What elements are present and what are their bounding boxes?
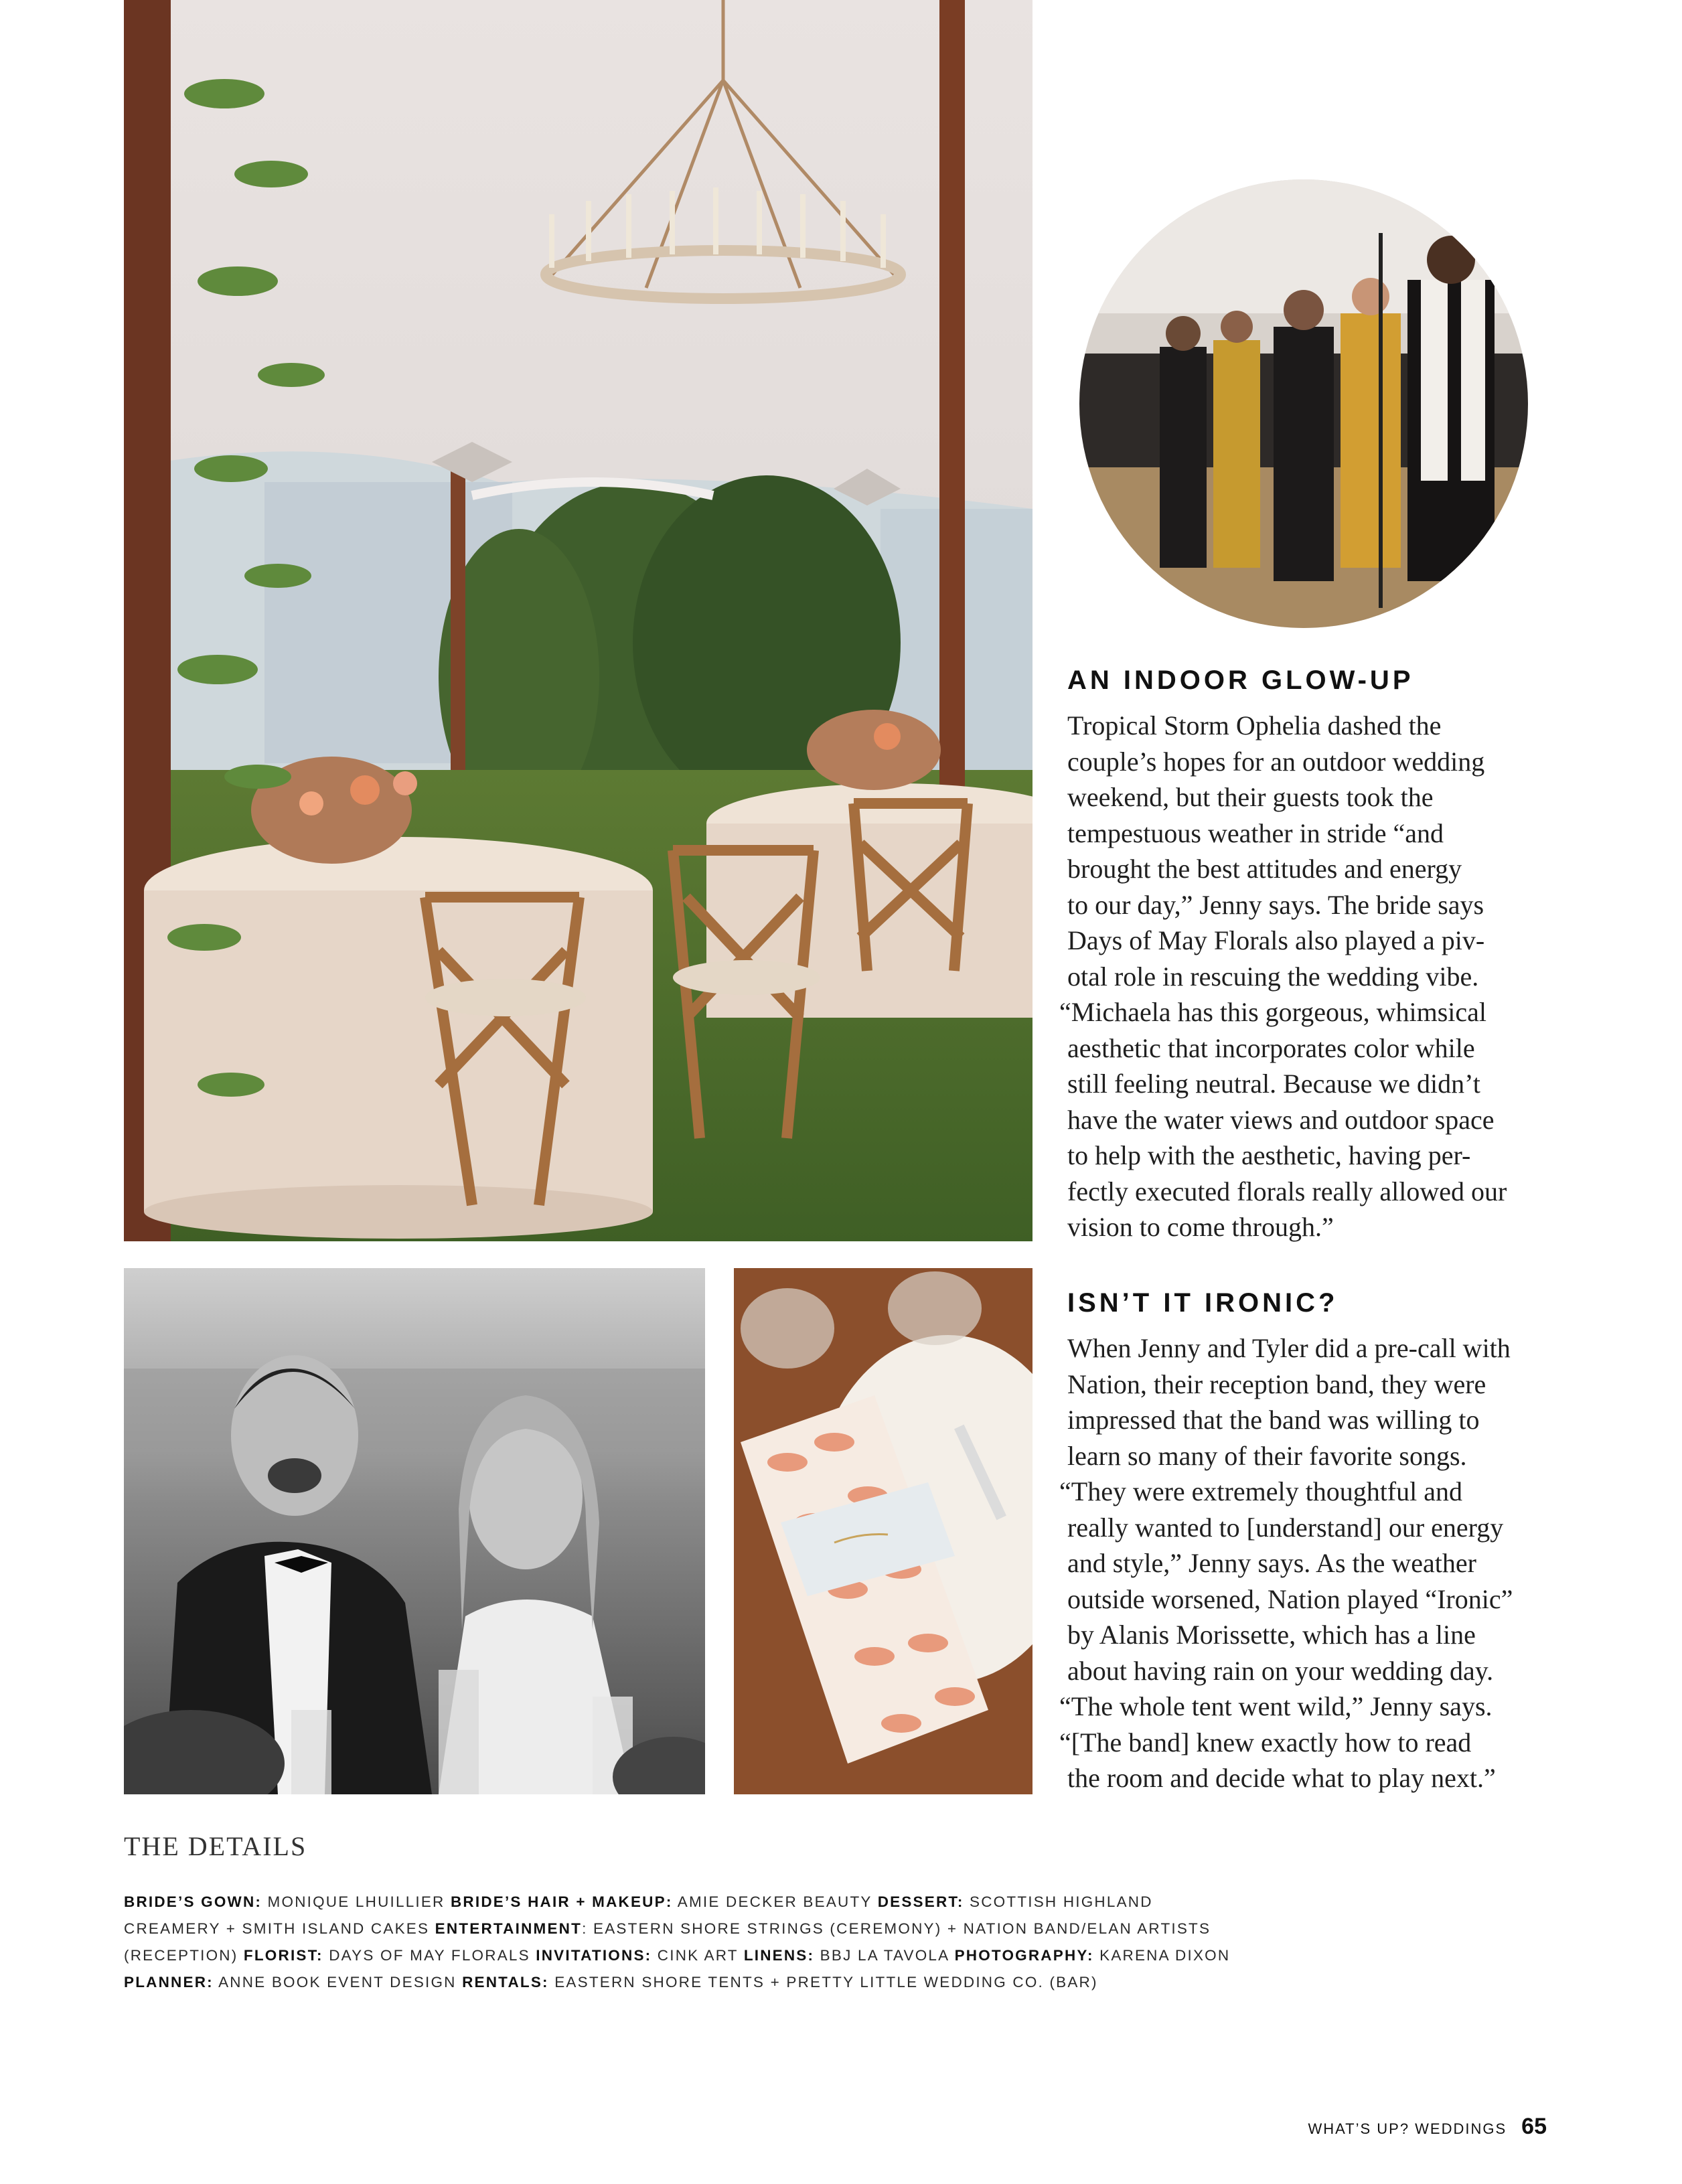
credit-label: RENTALS: (462, 1974, 549, 1991)
body-line: outside worsened, Nation played “Ironic” (1067, 1583, 1513, 1614)
body-line: Nation, their reception band, they were (1067, 1369, 1486, 1399)
credit-value: SCOTTISH HIGHLAND CREAMERY + SMITH ISLAND CAKES (124, 1893, 1153, 1937)
page-footer (1308, 2114, 1547, 2140)
body-line: “The whole tent went wild,” Jenny says. (1059, 1691, 1493, 1721)
body-line: to help with the aesthetic, having per- (1067, 1140, 1471, 1170)
section-body (1059, 1330, 1549, 1796)
body-line: have the water views and outdoor space (1067, 1104, 1495, 1135)
credit-value: CINK ART (652, 1947, 744, 1964)
body-line: Tropical Storm Ophelia dashed the (1067, 710, 1442, 740)
credit-value: MONIQUE LHUILLIER (262, 1893, 451, 1910)
credit-value: AMIE DECKER BEAUTY (672, 1893, 878, 1910)
body-line: Days of May Florals also played a piv- (1067, 925, 1485, 955)
body-line: brought the best attitudes and energy (1067, 854, 1462, 884)
body-line: tempestuous weather in stride “and (1067, 817, 1444, 848)
body-line: weekend, but their guests took the (1067, 782, 1434, 812)
credit-label: BRIDE’S HAIR + MAKEUP: (450, 1893, 673, 1910)
credit-value: ANNE BOOK EVENT DESIGN (213, 1974, 463, 1991)
credit-value: BBJ LA TAVOLA (814, 1947, 955, 1964)
credit-label: FLORIST: (243, 1947, 323, 1964)
credit-value: : EASTERN SHORE STRINGS (CEREMONY) + NATION BAND/ELAN ARTISTS (RECEPTION) (124, 1920, 1211, 1964)
section-body (1059, 708, 1549, 1245)
credit-label: LINENS: (743, 1947, 815, 1964)
details-title: THE DETAILS (124, 1831, 307, 1861)
credit-label: PLANNER: (124, 1974, 214, 1991)
body-line: still feeling neutral. Because we didn’t (1067, 1069, 1480, 1099)
credit-value: KARENA DIXON (1093, 1947, 1231, 1964)
couple-laughing-photo (124, 1268, 705, 1794)
page-number: 65 (1521, 2114, 1547, 2139)
body-line: otal role in rescuing the wedding vibe. (1067, 961, 1479, 992)
body-line: fectly executed florals really allowed our (1067, 1176, 1507, 1206)
credit-label: DESSERT: (877, 1893, 964, 1910)
article-section-isnt-it-ironic (1059, 1288, 1549, 1796)
body-line: “[The band] knew exactly how to read (1059, 1727, 1472, 1758)
body-line: “They were extremely thoughtful and (1059, 1476, 1462, 1506)
body-line: aesthetic that incorporates color while (1067, 1032, 1475, 1063)
article-section-indoor-glow-up (1059, 666, 1549, 1245)
vendor-credits (124, 1889, 1249, 1996)
body-line: to our day,” Jenny says. The bride says (1067, 889, 1484, 920)
section-heading: ISN’T IT IRONIC? (1067, 1288, 1339, 1318)
body-line: about having rain on your wedding day. (1067, 1655, 1494, 1686)
body-line: vision to come through.” (1067, 1212, 1334, 1242)
band-performance-photo (1079, 179, 1528, 628)
body-line: When Jenny and Tyler did a pre-call with (1067, 1333, 1511, 1363)
body-line: by Alanis Morissette, which has a line (1067, 1620, 1476, 1650)
credit-value: EASTERN SHORE TENTS + PRETTY LITTLE WEDDING CO. (BAR) (548, 1974, 1098, 1991)
body-line: learn so many of their favorite songs. (1067, 1440, 1467, 1471)
credit-label: BRIDE’S GOWN: (124, 1893, 262, 1910)
credit-label: INVITATIONS: (536, 1947, 652, 1964)
body-line: couple’s hopes for an outdoor wedding (1067, 746, 1485, 777)
tent-reception-photo (124, 0, 1033, 1241)
body-line: and style,” Jenny says. As the weather (1067, 1548, 1476, 1578)
credit-label: PHOTOGRAPHY: (954, 1947, 1094, 1964)
body-line: the room and decide what to play next.” (1067, 1763, 1496, 1793)
credit-value: DAYS OF MAY FLORALS (323, 1947, 536, 1964)
body-line: really wanted to [understand] our energy (1067, 1512, 1504, 1543)
body-line: impressed that the band was willing to (1067, 1405, 1480, 1435)
magazine-name: WHAT’S UP? WEDDINGS (1308, 2120, 1507, 2137)
section-heading: AN INDOOR GLOW-UP (1067, 666, 1414, 695)
body-line: “Michaela has this gorgeous, whimsical (1059, 997, 1487, 1027)
credit-label: ENTERTAINMENT (435, 1920, 583, 1937)
place-setting-photo (734, 1268, 1033, 1794)
